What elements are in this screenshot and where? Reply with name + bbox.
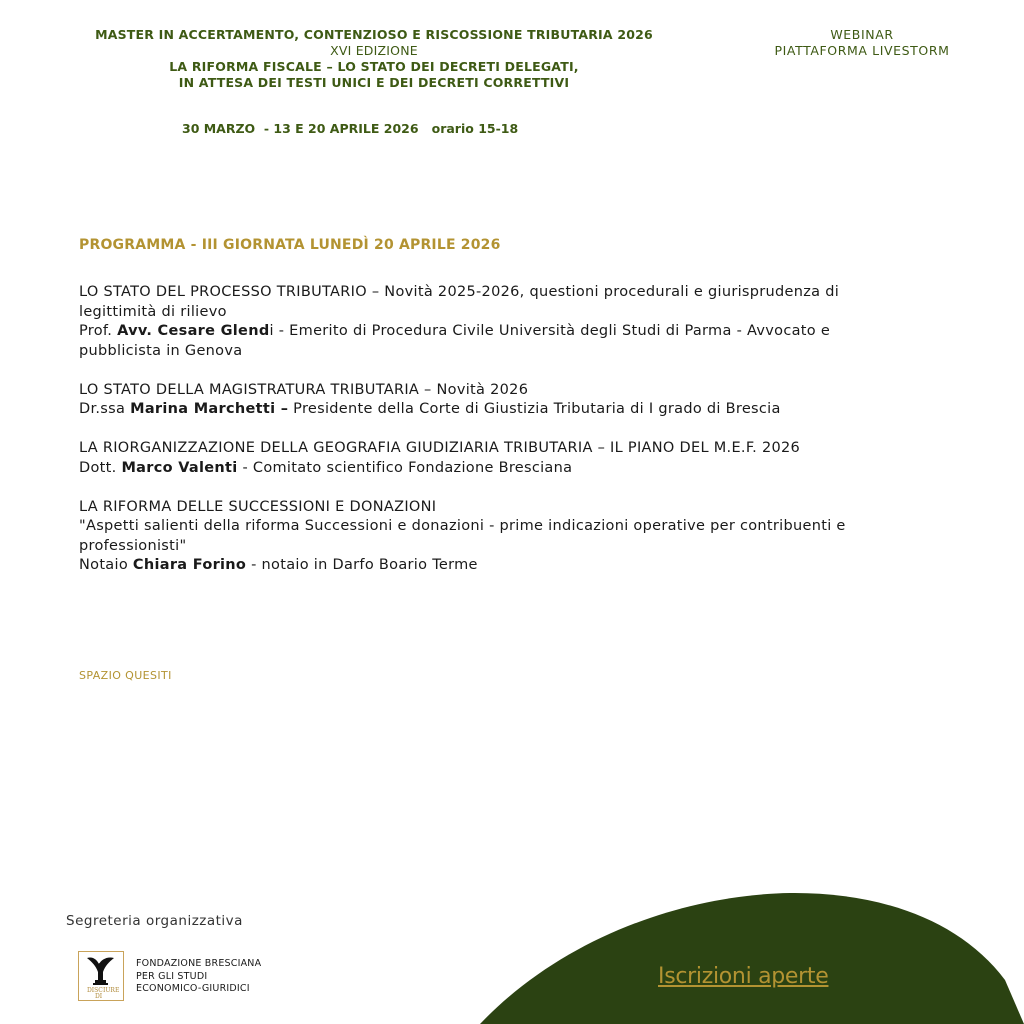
session-topic: LO STATO DEL PROCESSO TRIBUTARIO – Novità 2025-2026, questioni procedurali e giurisprudenza di legittimità di rilievo: [79, 284, 840, 320]
svg-text:DISC: DISC: [87, 987, 103, 994]
speaker-role: - Comitato scientifico Fondazione Bresciana: [237, 459, 573, 476]
session-item: [79, 381, 879, 420]
speaker-role: - notaio in Darfo Boario Terme: [246, 557, 478, 573]
session-speaker: [79, 400, 879, 420]
master-title: MASTER IN ACCERTAMENTO, CONTENZIOSO E RISCOSSIONE TRIBUTARIA 2026: [95, 27, 653, 42]
svg-text:IURE: IURE: [103, 987, 120, 994]
format-info: [752, 27, 972, 59]
secretariat-label: Segreteria organizzativa: [66, 913, 243, 929]
speaker-name: Marco Valenti: [121, 459, 238, 476]
speaker-title: Dott.: [79, 459, 122, 476]
session-speaker: [79, 556, 879, 576]
foundation-name: [136, 958, 261, 996]
program-title: PROGRAMMA - III GIORNATA LUNEDÌ 20 APRILE 2026: [79, 237, 501, 253]
foundation-name-line: FONDAZIONE BRESCIANA: [136, 958, 262, 969]
speaker-name: Avv. Cesare Glend: [117, 323, 270, 339]
event-dates: 30 MARZO - 13 E 20 APRILE 2026 orario 15-18: [182, 121, 519, 136]
session-speaker: [79, 459, 879, 479]
speaker-title: Notaio: [79, 557, 133, 573]
foundation-logo: [78, 951, 124, 1001]
speaker-role: i - Emerito di Procedura Civile Università degli Studi di Parma - Avvocato e pubblicista in Genova: [79, 323, 831, 359]
speaker-role: Presidente della Corte di Giustizia Tributaria di I grado di Brescia: [288, 401, 781, 417]
speaker-name: Chiara Forino: [132, 557, 247, 573]
sessions-list: [79, 283, 879, 595]
event-header: [74, 27, 674, 91]
session-topic: LA RIORGANIZZAZIONE DELLA GEOGRAFIA GIUDIZIARIA TRIBUTARIA – IL PIANO DEL M.E.F. 2026: [79, 440, 801, 456]
subtitle-line-2: IN ATTESA DEI TESTI UNICI E DEI DECRETI CORRETTIVI: [178, 75, 570, 90]
svg-text:DI: DI: [95, 993, 103, 999]
session-speaker: [79, 322, 879, 361]
session-item: [79, 439, 879, 478]
webinar-label: WEBINAR: [830, 27, 894, 42]
subtitle-line-1: LA RIFORMA FISCALE – LO STATO DEI DECRETI DELEGATI,: [169, 59, 579, 74]
foundation-name-line: PER GLI STUDI: [136, 970, 208, 982]
foundation-name-line: ECONOMICO-GIURIDICI: [136, 983, 250, 994]
session-topic: LO STATO DELLA MAGISTRATURA TRIBUTARIA – Novità 2026: [79, 381, 529, 398]
phoenix-logo-icon: [79, 952, 122, 999]
session-topic: LA RIFORMA DELLE SUCCESSIONI E DONAZIONI: [79, 498, 437, 515]
edition-label: XVI EDIZIONE: [330, 43, 418, 58]
session-item: [79, 283, 879, 361]
speaker-title: Prof.: [79, 323, 118, 339]
session-item: [79, 498, 879, 576]
questions-label: SPAZIO QUESITI: [79, 669, 172, 682]
speaker-title: Dr.ssa: [79, 401, 131, 417]
platform-label: PIATTAFORMA LIVESTORM: [774, 43, 950, 58]
session-subtitle: "Aspetti salienti della riforma Successioni e donazioni - prime indicazioni operative per contribuenti e professionisti": [79, 518, 846, 554]
speaker-name: Marina Marchetti –: [130, 401, 289, 417]
registration-link[interactable]: Iscrizioni aperte: [658, 964, 829, 989]
